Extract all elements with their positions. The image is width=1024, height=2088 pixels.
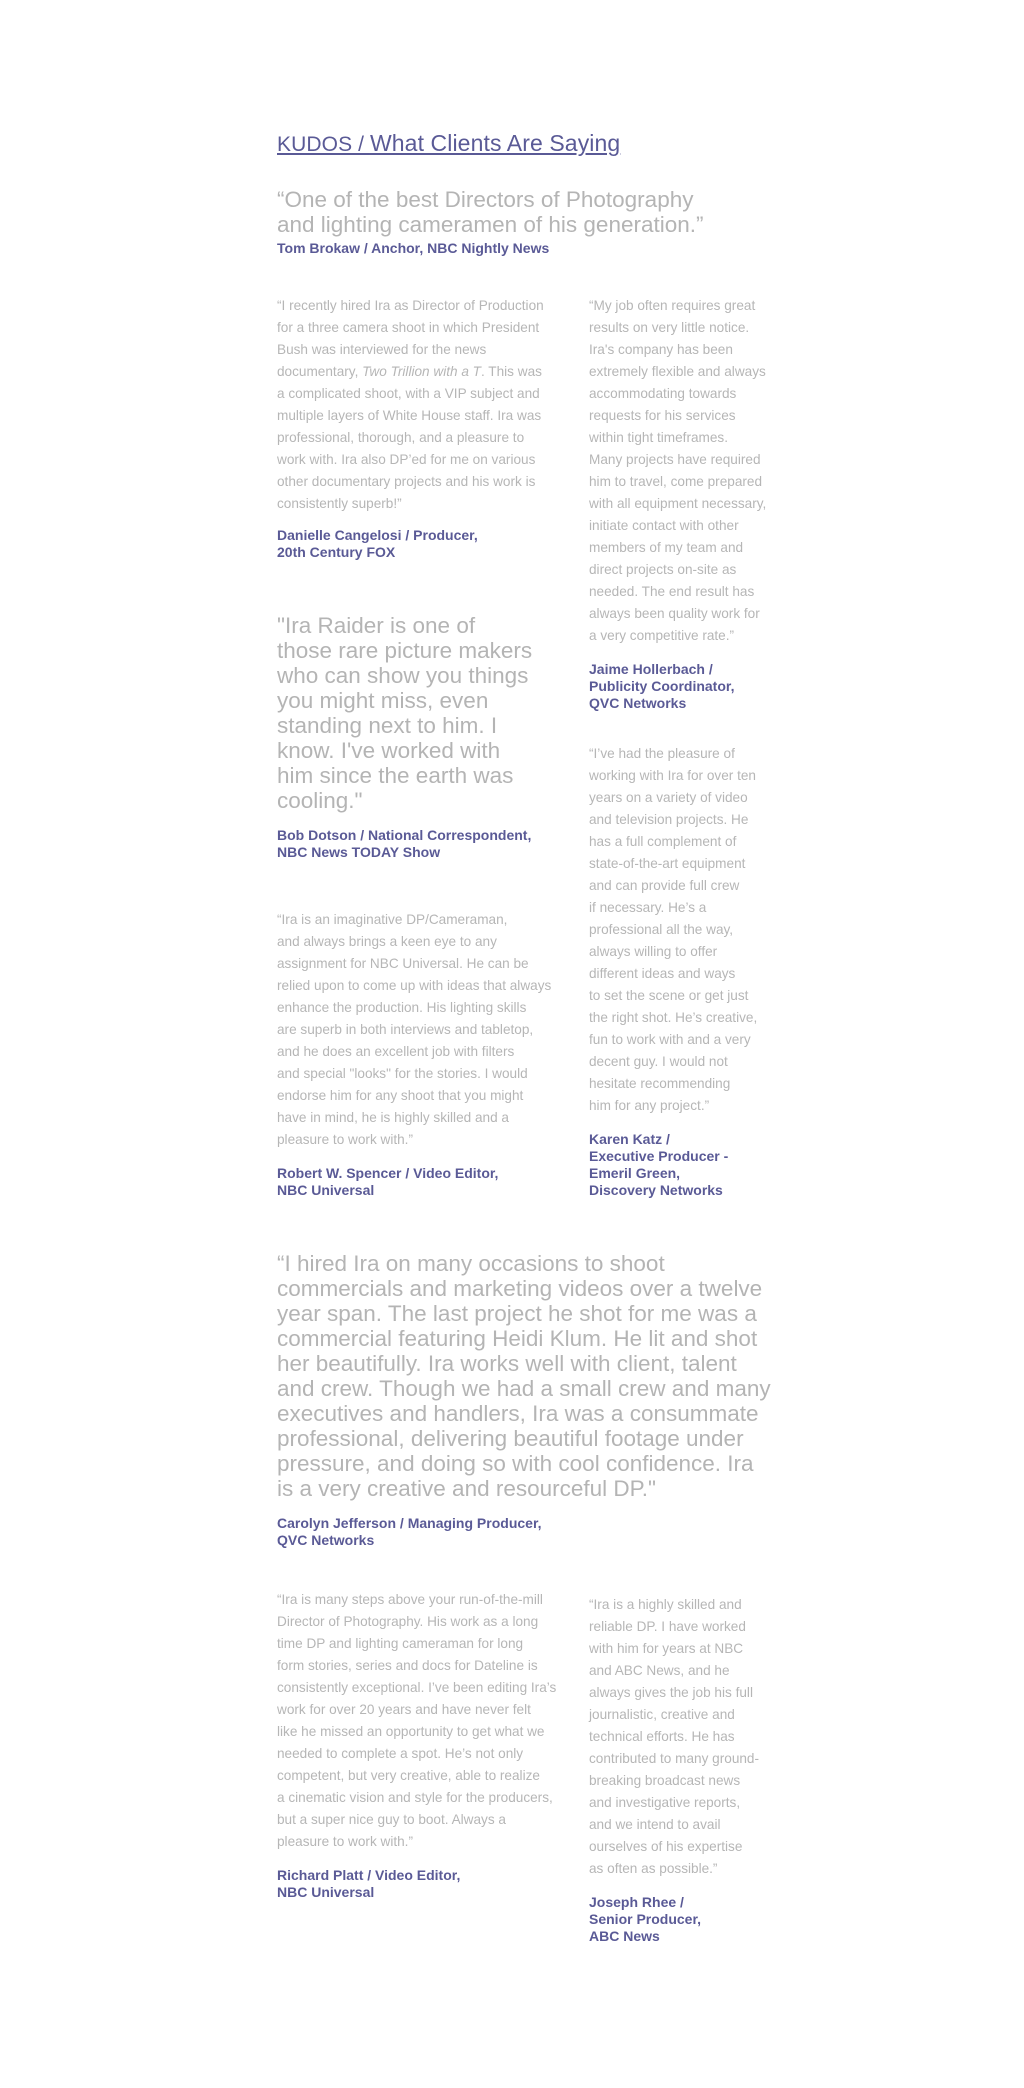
testimonial-hollerbach — [589, 295, 799, 712]
testimonial-quote: “Ira is many steps above your run-of-the-mill Director of Photography. His work as a long time DP and lighting cameraman for long form stories, series and docs for Dateline is consistently exceptional. I’ve been editing Ira’s work for over 20 years and have never felt like he missed an opportunity to get what we needed to complete a spot. He’s not only competent, but very creative, able to realize a cinematic vision and style for the producers, but a super nice guy to boot. Always a pleasure to work with.” — [277, 1592, 557, 1849]
testimonial-jefferson — [277, 1251, 797, 1549]
testimonial-katz — [589, 743, 799, 1199]
page-title — [277, 130, 620, 157]
testimonial-author: Richard Platt / Video Editor, NBC Universal — [277, 1867, 461, 1900]
testimonial-author: Bob Dotson / National Correspondent, NBC News TODAY Show — [277, 827, 532, 860]
testimonial-brokaw — [277, 187, 797, 257]
testimonial-quote — [277, 295, 577, 515]
testimonial-quote: "Ira Raider is one of those rare picture makers who can show you things you might miss, even standing next to him. I know. I've worked with him since the earth was cooling." — [277, 613, 533, 813]
testimonial-platt — [277, 1589, 577, 1901]
testimonial-author: Robert W. Spencer / Video Editor, NBC Universal — [277, 1165, 499, 1198]
testimonial-author: Carolyn Jefferson / Managing Producer, QVC Networks — [277, 1515, 542, 1548]
testimonial-author: Danielle Cangelosi / Producer, 20th Century FOX — [277, 527, 478, 560]
testimonial-quote: “One of the best Directors of Photography and lighting cameramen of his generation.” — [277, 187, 704, 237]
testimonial-author: Joseph Rhee / Senior Producer, ABC News — [589, 1894, 702, 1944]
testimonial-quote: “I’ve had the pleasure of working with Ira for over ten years on a variety of video and television projects. He has a full complement of state-of-the-art equipment and can provide full crew if necessary. He’s a professional all the way, always willing to offer different ideas and ways to set the scene or get just the right shot. He’s creative, fun to work with and a very decent guy. I would not hesitate recommending him for any project.” — [589, 746, 758, 1113]
testimonial-quote: “My job often requires great results on very little notice. Ira's company has been extremely flexible and always accommodating towards requests for his services within tight timeframes. Many projects have required him to travel, come prepared with all equipment necessary, initiate contact with other members of my team and direct projects on-site as needed. The end result has always been quality work for a very competitive rate.” — [589, 298, 767, 643]
documentary-title: Two Trillion with a T — [362, 364, 481, 379]
page-title-main: What Clients Are Saying — [369, 130, 621, 156]
testimonial-cangelosi — [277, 295, 577, 561]
testimonial-author: Tom Brokaw / Anchor, NBC Nightly News — [277, 240, 550, 256]
quote-text-part: . This was a complicated shoot, with a VIP subject and multiple layers of White House staff. Ira was professional, thorough, and a pleasure to work with. Ira also DP’ed for me on various other documentary projects and his work is consistently superb!” — [277, 364, 542, 511]
testimonial-spencer — [277, 909, 577, 1199]
testimonial-quote: “Ira is a highly skilled and reliable DP. I have worked with him for years at NBC and ABC News, and he always gives the job his full journalistic, creative and technical efforts. He has contributed to many ground- breaking broadcast news and investigative reports, and we intend to avail ourselves of his expertise as often as possible.” — [589, 1597, 760, 1876]
testimonial-quote: “I hired Ira on many occasions to shoot commercials and marketing videos over a twelve year span. The last project he shot for me was a commercial featuring Heidi Klum. He lit and shot her beautifully. Ira works well with client, talent and crew. Though we had a small crew and many executives and handlers, Ira was a consummate professional, delivering beautiful footage under pressure, and doing so with cool confidence. Ira is a very creative and resourceful DP." — [277, 1251, 771, 1501]
testimonial-rhee — [589, 1594, 799, 1945]
testimonial-quote: “Ira is an imaginative DP/Cameraman, and always brings a keen eye to any assignment for NBC Universal. He can be relied upon to come up with ideas that always enhance the production. His lighting skills are superb in both interviews and tabletop, and he does an excellent job with filters and special "looks" for the stories. I would endorse him for any shoot that you might have in mind, he is highly skilled and a pleasure to work with.” — [277, 912, 552, 1147]
testimonial-dotson — [277, 613, 577, 861]
quote-text-part: “I recently hired Ira as Director of Production for a three camera shoot in which President Bush was interviewed for the news documentary, — [277, 298, 544, 379]
testimonial-author: Jaime Hollerbach / Publicity Coordinator, QVC Networks — [589, 661, 735, 711]
testimonial-author: Karen Katz / Executive Producer - Emeril Green, Discovery Networks — [589, 1131, 729, 1198]
page-title-prefix: KUDOS / — [277, 133, 370, 156]
